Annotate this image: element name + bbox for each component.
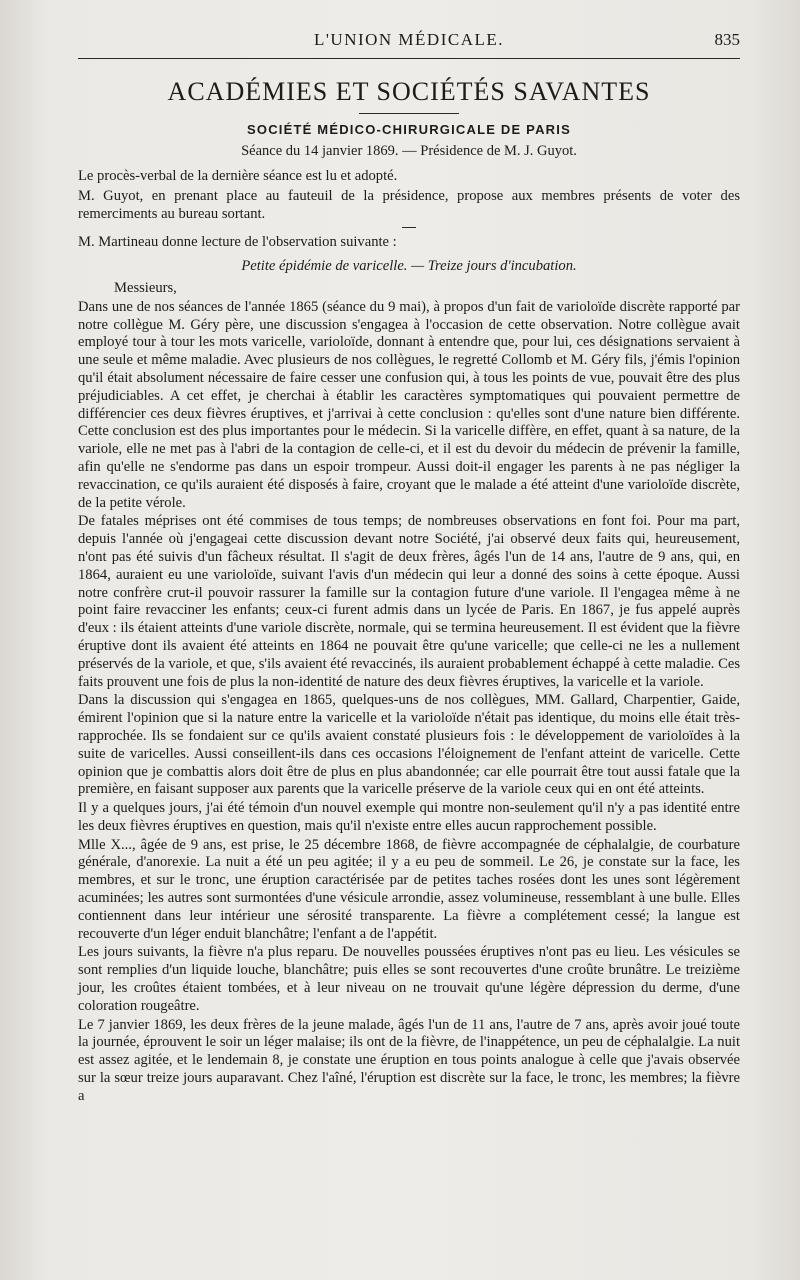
separator-rule [402, 227, 416, 228]
society-name: SOCIÉTÉ MÉDICO-CHIRURGICALE DE PARIS [247, 122, 571, 137]
body-paragraph: Le 7 janvier 1869, les deux frères de la jeune malade, âgés l'un de 11 ans, l'autre de 7 ans, après avoir joué toute la journée, éprouvent le soir un léger malaise; ils ont de la fièvre, de l'inappétence, un peu de céphalalgie. La nuit est assez agitée, et le lendemain 8, je constate une éruption en tous points analogue à celle que j'avais observée sur la sœur treize jours auparavant. Chez l'aîné, l'éruption est discrète sur la face, le tronc, les membres; la fièvre a [78, 1016, 740, 1104]
minutes-paragraph: Le procès-verbal de la dernière séance est lu et adopté. [78, 168, 398, 184]
body-paragraph: Mlle X..., âgée de 9 ans, est prise, le 25 décembre 1868, de fièvre accompagnée de céphalalgie, de courbature générale, d'anorexie. La nuit a été un peu agitée; il y a eu peu de sommeil. Le 26, je constate sur la face, les membres, et sur le tronc, une éruption caractérisée par de petites taches rosées dont les unes sont légèrement acuminées; les autres sont surmontées d'une vésicule arrondie, assez volumineuse, ressemblant à une bulle. Elles contiennent dans leur intérieur une sérosité transparente. La fièvre a complétement cessé; la langue est recouverte d'un léger enduit blanchâtre; l'enfant a de l'appétit. [78, 836, 740, 942]
header-rule [78, 58, 740, 59]
president-remarks: M. Guyot, en prenant place au fauteuil de la présidence, propose aux membres présents de voter des remerciments au bureau sortant. [78, 187, 740, 222]
observation-title: Petite épidémie de varicelle. — Treize jours d'incubation. [241, 258, 577, 275]
body-paragraph: Dans la discussion qui s'engagea en 1865, quelques-uns de nos collègues, MM. Gallard, Charpentier, Gaide, émirent l'opinion que si la nature entre la varicelle et la varioloïde n'était pas identique, du moins elle était très-rapprochée. Ils se fondaient sur ce qu'ils avaient constaté plusieurs fois : le développement de varioloïdes à la suite de varicelles. Aussi conseillent-ils dans ces occasions l'éloignement de l'enfant atteint de varicelle. Cette opinion que je combattis alors doit être de plus en plus abandonnée; car elle pourrait être tout aussi fatale que la première, en faisant supposer aux parents que la varicelle préserve de la variole ceux qui en ont été atteints. [78, 692, 740, 798]
journal-title: L'UNION MÉDICALE. [313, 30, 505, 49]
heading-rule [359, 113, 459, 114]
body-paragraph: Les jours suivants, la fièvre n'a plus reparu. De nouvelles poussées éruptives n'ont pas eu lieu. Les vésicules se sont remplies d'un liquide louche, blanchâtre; puis elles se sont recouvertes d'une croûte brunâtre. Le treizième jour, les croûtes étaient tombées, et à leur niveau on ne trouvait qu'une légère dépression du derme, d'une coloration rougeâtre. [78, 944, 740, 1014]
session-line: Séance du 14 janvier 1869. — Présidence de M. J. Guyot. [241, 143, 577, 159]
body-paragraph: Il y a quelques jours, j'ai été témoin d'un nouvel exemple qui montre non-seulement qu'il n'y a pas identité entre les deux fièvres éruptives en question, mais qu'il n'existe entre elles aucun rapprochement possible. [78, 800, 740, 834]
section-heading: ACADÉMIES ET SOCIÉTÉS SAVANTES [167, 77, 651, 106]
running-head [78, 22, 740, 52]
page-number: 835 [714, 30, 740, 49]
body-paragraph: Dans une de nos séances de l'année 1865 (séance du 9 mai), à propos d'un fait de varioloïde discrète rapporté par notre collègue M. Géry père, une discussion s'engagea à l'occasion de cette observation. Notre collègue avait employé tour à tour les mots varicelle, varioloïde, donnant à entendre que, pour lui, ces désignations servaient à une seule et même maladie. Avec plusieurs de nos collègues, le regretté Collomb et M. Géry fils, j'émis l'opinion qu'il était absolument nécessaire de faire cesser une confusion qui, à tous les points de vue, pouvait être des plus préjudiciables. A cet effet, je cherchai à établir les caractères symptomatiques qui pouvaient permettre de différencier ces deux fièvres éruptives, et j'arrivai à cette conclusion : qu'elles sont d'une nature bien différente. Cette conclusion est des plus importantes pour le médecin. Si la varicelle diffère, en effet, quant à sa nature, de la variole, elle ne met pas à l'abri de la contagion de celle-ci, et il est du devoir du médecin de prévenir la famille, afin qu'elle ne s'endorme pas dans un espoir trompeur. Aussi doit-il engager les parents à ne pas négliger la revaccination, ce qu'ils auraient été disposés à faire, croyant que le malade a été atteint d'une varioloïde discrète, de la petite vérole. [78, 298, 740, 511]
salutation: Messieurs, [114, 279, 177, 296]
article-body [78, 299, 740, 1106]
body-paragraph: De fatales méprises ont été commises de tous temps; de nombreuses observations en font foi. Pour ma part, depuis l'année où j'engageai cette discussion devant notre Société, j'ai observé deux faits qui, heureusement, n'ont pas été suivis d'un fâcheux résultat. Il s'agit de deux frères, âgés l'un de 14 ans, l'autre de 9 ans, qui, en 1864, auraient eu une varioloïde, suivant l'avis d'un médecin qui leur a donné des soins à cette époque. Aussi notre confrère crut-il pouvoir rassurer la famille sur la contagion future d'une variole. Il l'engagea même à ne point faire revacciner les enfants; ceux-ci furent admis dans un lycée de Paris. En 1867, je fus appelé auprès d'eux : ils étaient atteints d'une variole discrète, normale, qui se termina heureusement. Il est évident que la fièvre éruptive dont ils avaient été atteints en 1864 ne pouvait être qu'une varicelle; que celle-ci ne les a nullement préservés de la variole, et que, s'ils avaient été revaccinés, ils auraient probablement échappé à cette maladie. Ces faits prouvent une fois de plus la non-identité de nature des deux fièvres éruptives, la varicelle et la variole. [78, 513, 740, 690]
speaker-line: M. Martineau donne lecture de l'observation suivante : [78, 234, 397, 251]
